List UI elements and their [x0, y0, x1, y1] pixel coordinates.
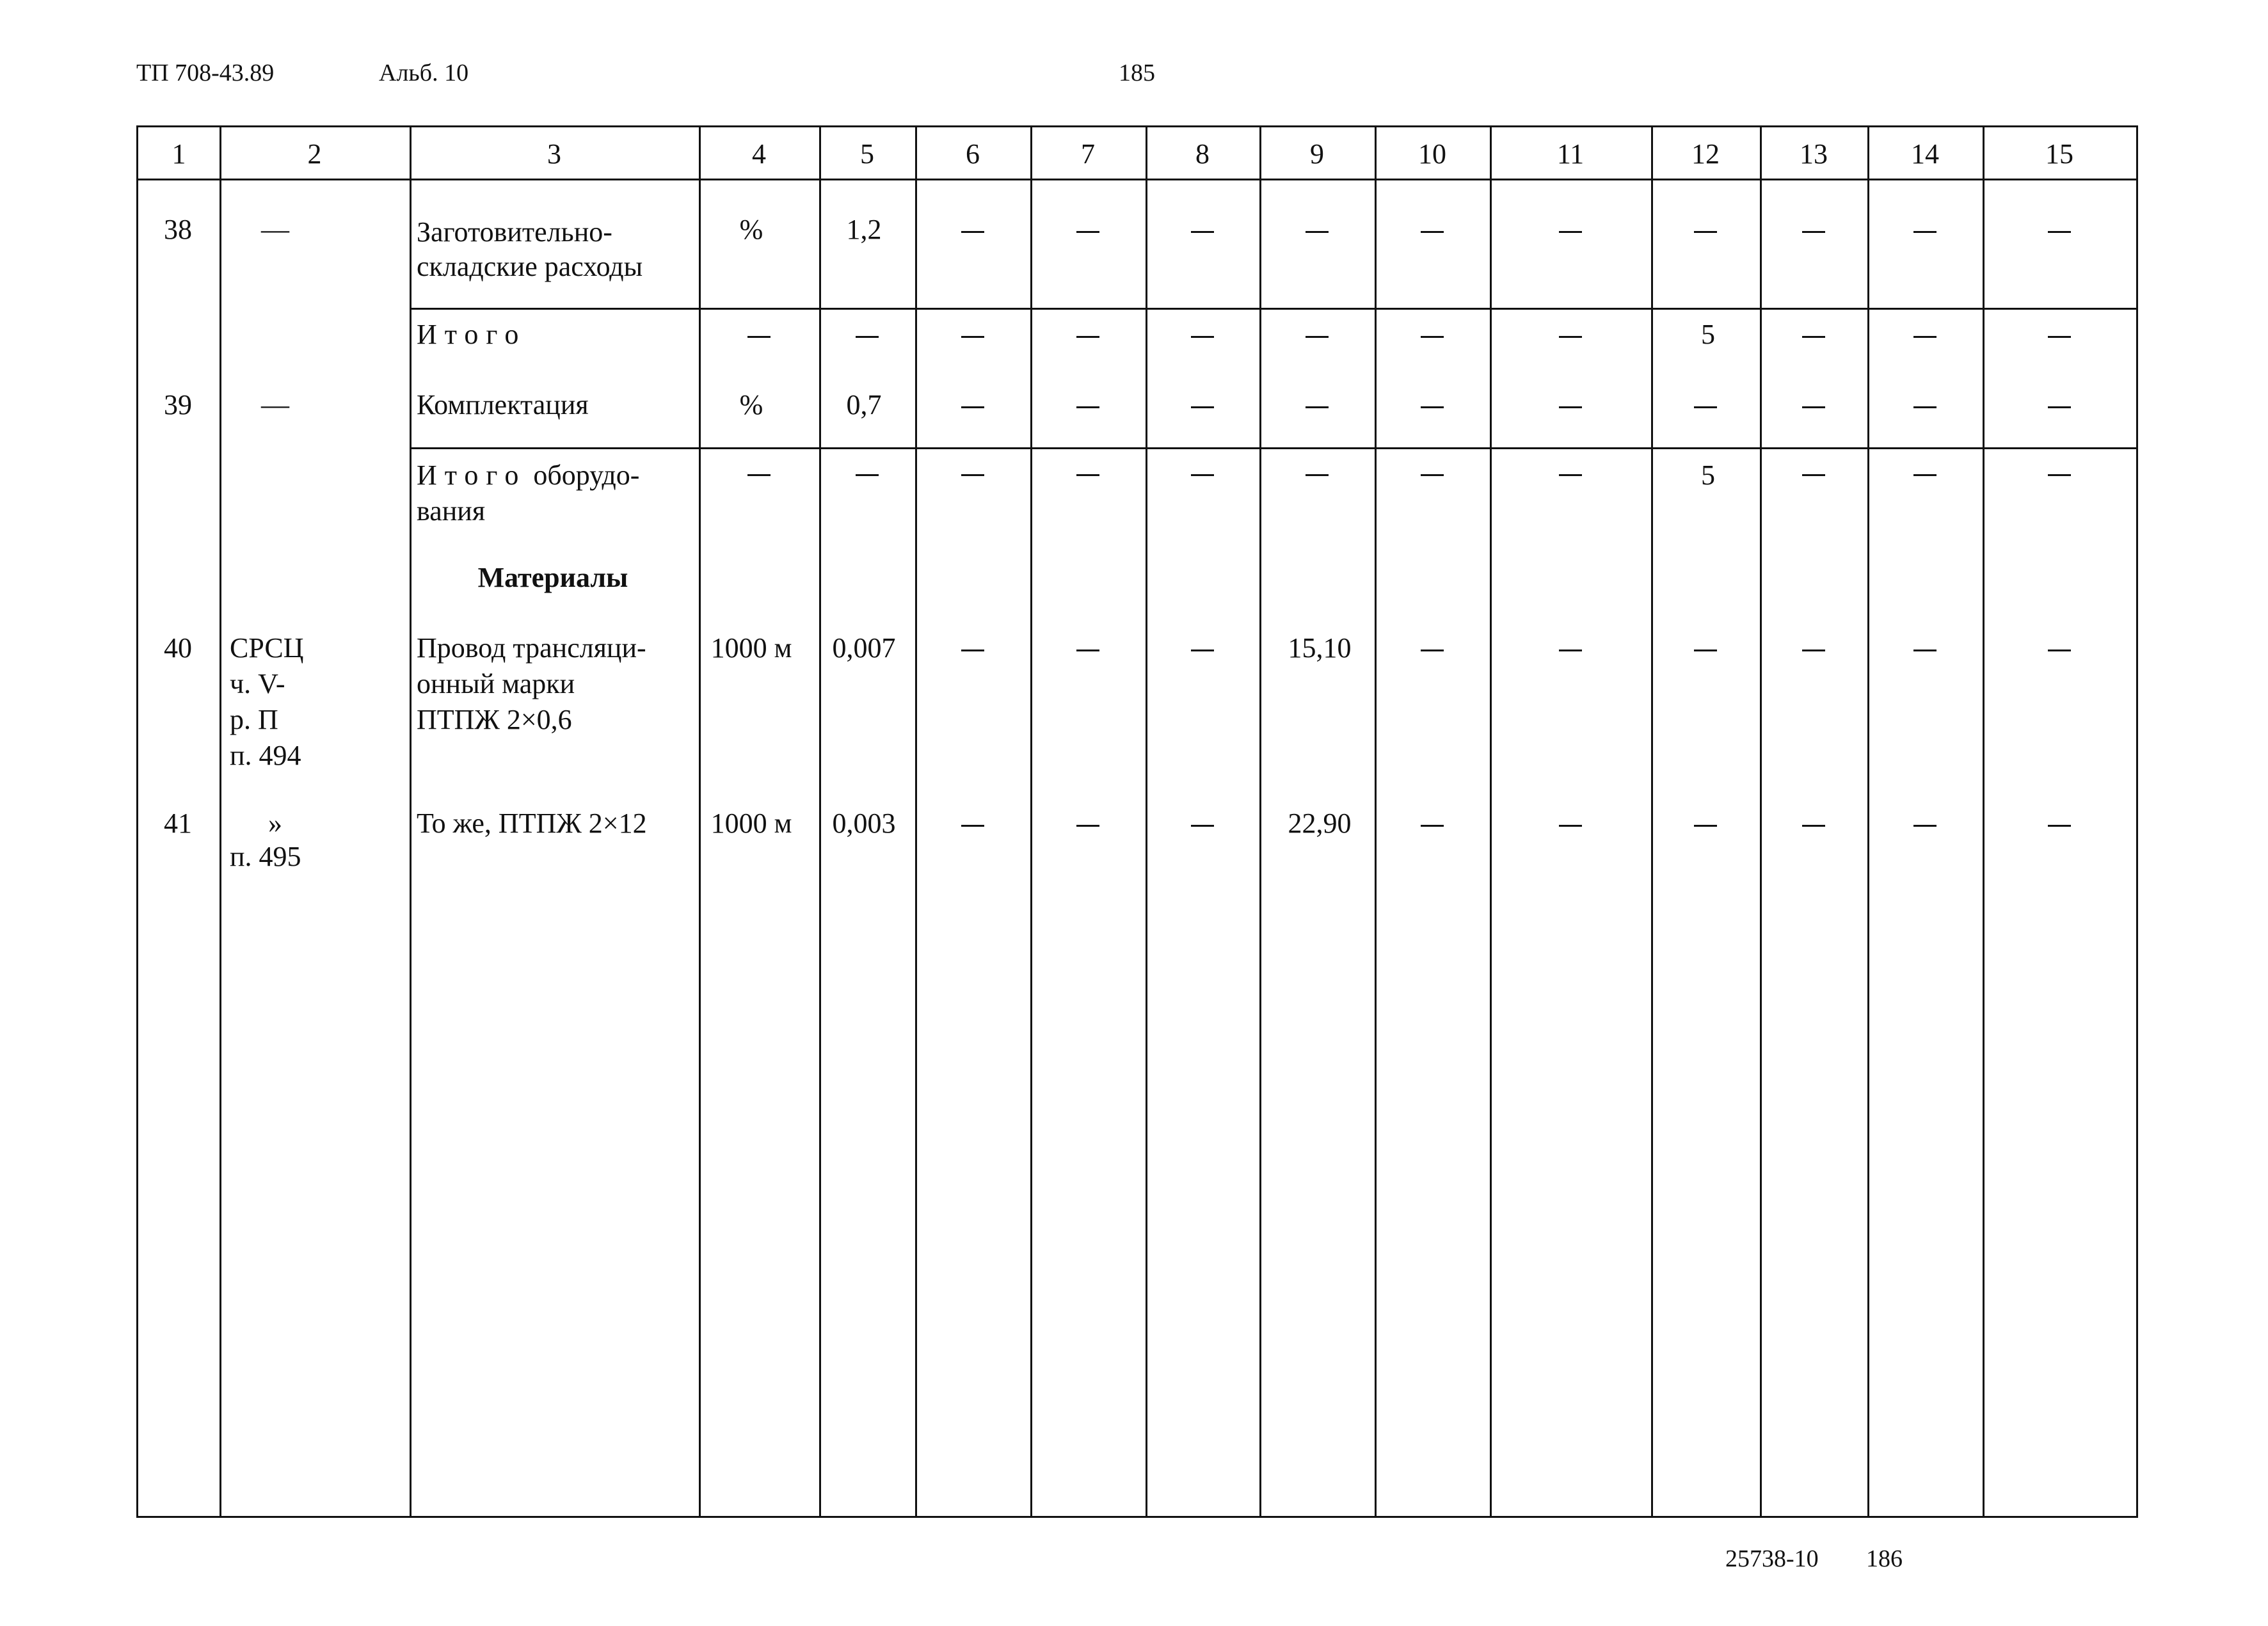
- subtotal-col4-dash: [747, 336, 771, 338]
- column-divider: [1146, 127, 1147, 1516]
- column-header-8: 8: [1195, 138, 1210, 170]
- row-41-col9-value: 22,90: [1288, 808, 1352, 839]
- equipment-total-col12-value: 5: [1701, 459, 1715, 491]
- row-39-number: 39: [164, 389, 192, 420]
- column-divider: [1259, 127, 1261, 1516]
- column-header-12: 12: [1691, 138, 1720, 170]
- column-header-10: 10: [1418, 138, 1446, 170]
- row-40-name-line1: Провод трансляци-: [417, 632, 646, 664]
- row-38-col6-dash: [961, 231, 984, 233]
- row-38-unit: %: [739, 214, 763, 245]
- row-40-col15-dash: [2048, 650, 2071, 651]
- column-header-11: 11: [1556, 138, 1585, 170]
- column-header-1: 1: [172, 138, 186, 170]
- column-divider: [410, 127, 411, 1516]
- row-41-col15-dash: [2048, 825, 2071, 827]
- row-40-reference-line4: п. 494: [230, 740, 301, 771]
- subtotal-label: Итого: [417, 319, 527, 350]
- row-38-name-line1: Заготовительно-: [417, 216, 612, 248]
- row-38-name-line2: складские расходы: [417, 251, 643, 282]
- row-39-col14-dash: [1913, 406, 1937, 408]
- row-40-col10-dash: [1421, 650, 1444, 651]
- column-divider: [1030, 127, 1032, 1516]
- row-39-col11-dash: [1559, 406, 1582, 408]
- subtotal-col12-value: 5: [1701, 319, 1715, 350]
- row-38-quantity: 1,2: [846, 214, 882, 245]
- subtotal-col13-dash: [1802, 336, 1825, 338]
- equipment-total-label-rest: оборудо-: [526, 459, 640, 491]
- column-divider: [1651, 127, 1653, 1516]
- row-39-col15-dash: [2048, 406, 2071, 408]
- row-41-col14-dash: [1913, 825, 1937, 827]
- equipment-total-col9-dash: [1306, 474, 1329, 476]
- row-40-number: 40: [164, 632, 192, 664]
- row-39-col9-dash: [1306, 406, 1329, 408]
- column-divider: [1760, 127, 1762, 1516]
- row-40-col6-dash: [961, 650, 984, 651]
- column-divider: [220, 127, 221, 1516]
- row-39-col7-dash: [1076, 406, 1099, 408]
- subtotal-col5-dash: [856, 336, 879, 338]
- subtotal-col7-dash: [1076, 336, 1099, 338]
- column-header-6: 6: [966, 138, 980, 170]
- column-header-9: 9: [1310, 138, 1324, 170]
- column-header-2: 2: [307, 138, 322, 170]
- row-39-unit: %: [739, 389, 763, 420]
- row-40-col12-dash: [1694, 650, 1717, 651]
- row-40-col8-dash: [1191, 650, 1214, 651]
- row-38-col7-dash: [1076, 231, 1099, 233]
- row-41-col7-dash: [1076, 825, 1099, 827]
- column-header-4: 4: [752, 138, 766, 170]
- row-39-col13-dash: [1802, 406, 1825, 408]
- column-header-14: 14: [1911, 138, 1939, 170]
- equipment-total-label-line1: [417, 458, 639, 493]
- equipment-total-label-line2: вания: [417, 495, 486, 527]
- row-40-col9-value: 15,10: [1288, 632, 1352, 664]
- column-divider: [699, 127, 701, 1516]
- equipment-total-col15-dash: [2048, 474, 2071, 476]
- column-divider: [915, 127, 917, 1516]
- equipment-total-col6-dash: [961, 474, 984, 476]
- row-39-name: Комплектация: [417, 389, 589, 420]
- footer-sheet-number: 186: [1866, 1545, 1903, 1572]
- row-39-reference: —: [261, 389, 289, 420]
- equipment-total-col13-dash: [1802, 474, 1825, 476]
- row-39-col10-dash: [1421, 406, 1444, 408]
- row-38-reference: —: [261, 214, 289, 245]
- equipment-total-col10-dash: [1421, 474, 1444, 476]
- row-38-col15-dash: [2048, 231, 2071, 233]
- row-41-col8-dash: [1191, 825, 1214, 827]
- column-header-5: 5: [860, 138, 874, 170]
- row-40-reference-line2: ч. V-: [230, 668, 285, 699]
- row-40-col11-dash: [1559, 650, 1582, 651]
- row-40-name-line2: онный марки: [417, 668, 575, 699]
- row-41-col11-dash: [1559, 825, 1582, 827]
- row-divider: [410, 308, 2136, 310]
- column-header-13: 13: [1800, 138, 1828, 170]
- row-40-name-line3: ПТПЖ 2×0,6: [417, 704, 572, 735]
- page-number: 185: [1119, 60, 1155, 86]
- row-41-quantity: 0,003: [832, 808, 896, 839]
- row-41-col12-dash: [1694, 825, 1717, 827]
- materials-heading: Материалы: [477, 562, 628, 593]
- equipment-total-col5-dash: [856, 474, 879, 476]
- row-38-col14-dash: [1913, 231, 1937, 233]
- row-41-unit: 1000 м: [710, 808, 792, 839]
- row-39-col8-dash: [1191, 406, 1214, 408]
- equipment-total-col11-dash: [1559, 474, 1582, 476]
- row-40-unit: 1000 м: [710, 632, 792, 664]
- subtotal-col9-dash: [1306, 336, 1329, 338]
- column-header-15: 15: [2045, 138, 2073, 170]
- column-divider: [1983, 127, 1984, 1516]
- column-header-3: 3: [547, 138, 561, 170]
- column-divider: [1490, 127, 1492, 1516]
- row-41-col13-dash: [1802, 825, 1825, 827]
- row-41-reference-line1: »: [268, 808, 282, 839]
- row-41-reference-line2: п. 495: [230, 841, 301, 872]
- column-divider: [819, 127, 821, 1516]
- row-41-col10-dash: [1421, 825, 1444, 827]
- row-39-col6-dash: [961, 406, 984, 408]
- column-header-7: 7: [1081, 138, 1095, 170]
- equipment-total-col14-dash: [1913, 474, 1937, 476]
- equipment-total-col7-dash: [1076, 474, 1099, 476]
- row-38-col10-dash: [1421, 231, 1444, 233]
- row-40-quantity: 0,007: [832, 632, 896, 664]
- row-41-name: То же, ПТПЖ 2×12: [417, 808, 647, 839]
- column-divider: [1375, 127, 1377, 1516]
- subtotal-col8-dash: [1191, 336, 1214, 338]
- subtotal-col6-dash: [961, 336, 984, 338]
- subtotal-col15-dash: [2048, 336, 2071, 338]
- row-39-col12-dash: [1694, 406, 1717, 408]
- row-38-col12-dash: [1694, 231, 1717, 233]
- row-38-col11-dash: [1559, 231, 1582, 233]
- row-40-col13-dash: [1802, 650, 1825, 651]
- estimate-table: [136, 125, 2138, 1518]
- equipment-total-col8-dash: [1191, 474, 1214, 476]
- subtotal-col10-dash: [1421, 336, 1444, 338]
- equipment-total-label-spaced: Итого: [417, 459, 527, 491]
- row-38-col13-dash: [1802, 231, 1825, 233]
- row-divider: [410, 447, 2136, 449]
- album-label: Альб. 10: [379, 60, 469, 86]
- row-divider: [138, 179, 2136, 180]
- subtotal-col11-dash: [1559, 336, 1582, 338]
- row-40-reference-line1: СРСЦ: [230, 632, 304, 664]
- row-41-number: 41: [164, 808, 192, 839]
- row-38-col8-dash: [1191, 231, 1214, 233]
- document-code: ТП 708-43.89: [136, 60, 275, 86]
- footer-code: 25738-10: [1725, 1545, 1819, 1572]
- row-38-col9-dash: [1306, 231, 1329, 233]
- column-divider: [1867, 127, 1869, 1516]
- subtotal-col14-dash: [1913, 336, 1937, 338]
- row-38-number: 38: [164, 214, 192, 245]
- row-39-quantity: 0,7: [846, 389, 882, 420]
- row-40-col14-dash: [1913, 650, 1937, 651]
- row-41-col6-dash: [961, 825, 984, 827]
- row-40-col7-dash: [1076, 650, 1099, 651]
- equipment-total-col4-dash: [747, 474, 771, 476]
- row-40-reference-line3: р. П: [230, 704, 278, 735]
